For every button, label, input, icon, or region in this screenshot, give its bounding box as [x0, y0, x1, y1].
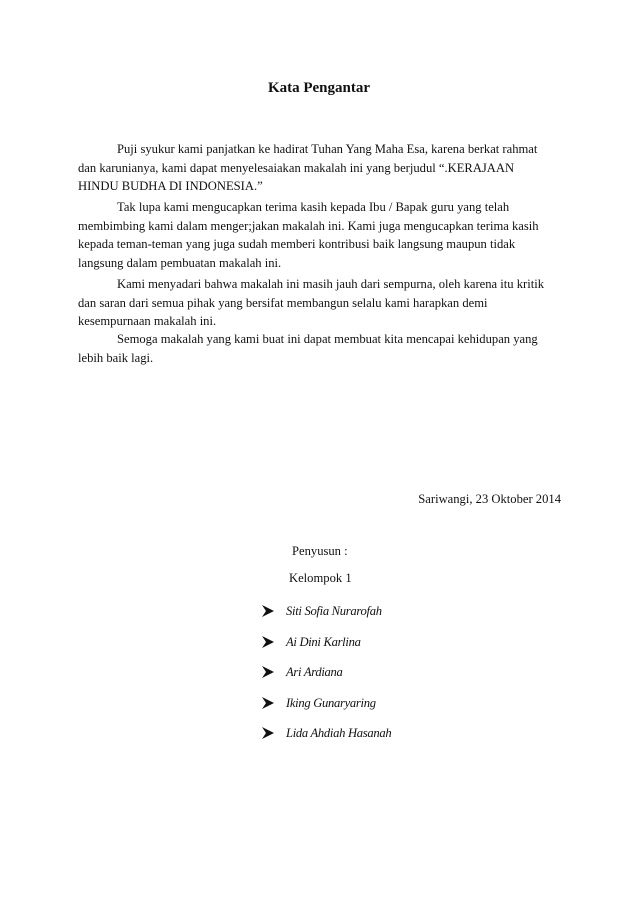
paragraph-line: membimbing kami dalam menger;jakan makalah ini. Kami juga mengucapkan terima kasih — [78, 218, 539, 233]
paragraph-line: Kami menyadari bahwa makalah ini masih jauh dari sempurna, oleh karena itu kritik — [117, 277, 545, 291]
arrow-bullet-icon — [260, 695, 276, 711]
list-item — [260, 602, 391, 633]
paragraph-line: dan karunianya, kami dapat menyelesaiakan makalah ini yang berjudul “.KERAJAAN — [78, 160, 515, 175]
paragraph-imperfection — [78, 275, 560, 331]
paragraph-line: kesempurnaan makalah ini. — [78, 314, 217, 328]
paragraph-line: lebih baik lagi. — [78, 350, 154, 365]
paragraph-closing — [78, 330, 560, 367]
paragraph-line: HINDU BUDHA DI INDONESIA.” — [78, 179, 263, 193]
member-name: Ai Dini Karlina — [286, 634, 361, 649]
list-item — [260, 663, 391, 694]
paragraph-thanks — [78, 198, 560, 272]
member-name: Iking Gunaryaring — [286, 695, 376, 710]
paragraph-line: langsung dalam pembuatan makalah ini. — [78, 255, 282, 270]
paragraph-line: kepada teman-teman yang juga sudah memberi kontribusi baik langsung maupun tidak — [78, 237, 516, 251]
paragraph-gratitude — [78, 140, 560, 196]
arrow-bullet-icon — [260, 634, 276, 650]
paragraph-line: Puji syukur kami panjatkan ke hadirat Tuhan Yang Maha Esa, karena berkat rahmat — [117, 142, 538, 156]
paragraph-line: Semoga makalah yang kami buat ini dapat membuat kita mencapai kehidupan yang — [117, 332, 538, 346]
member-name: Lida Ahdiah Hasanah — [286, 726, 392, 740]
arrow-bullet-icon — [260, 725, 276, 741]
arrow-bullet-icon — [260, 603, 276, 619]
paragraph-line: dan saran dari semua pihak yang bersifat membangun selalu kami harapkan demi — [78, 295, 488, 310]
author-label: Penyusun : — [292, 544, 348, 558]
member-name: Ari Ardiana — [286, 665, 343, 679]
paragraph-line: Tak lupa kami mengucapkan terima kasih kepada Ibu / Bapak guru yang telah — [117, 200, 510, 214]
group-label: Kelompok 1 — [289, 571, 352, 585]
page-title: Kata Pengantar — [267, 80, 371, 96]
arrow-bullet-icon — [260, 664, 276, 680]
place-date: Sariwangi, 23 Oktober 2014 — [418, 492, 561, 506]
list-item — [260, 724, 391, 755]
list-item — [260, 633, 391, 664]
list-item — [260, 694, 391, 725]
member-name: Siti Sofia Nurarofah — [286, 604, 382, 618]
member-list — [260, 602, 391, 755]
